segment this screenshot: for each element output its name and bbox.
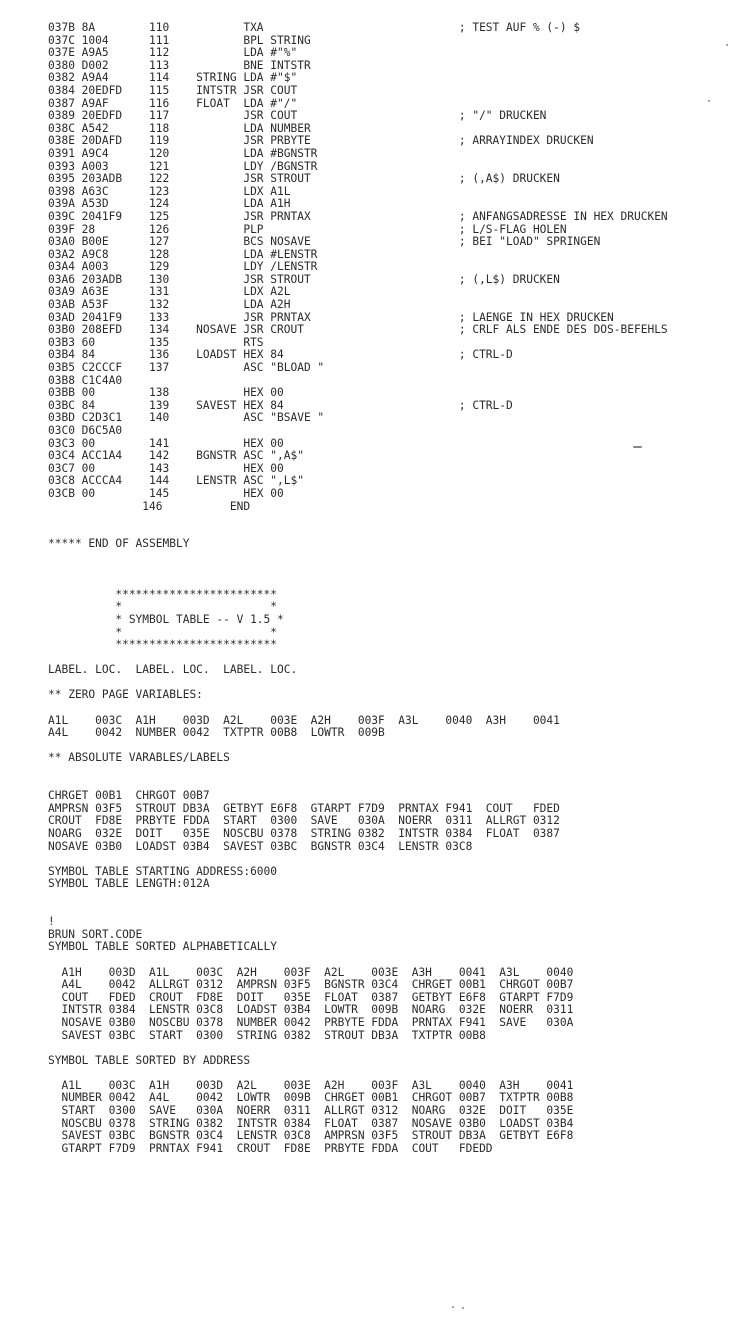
listing-line: A1L 003C A1H 003D A2L 003E A2H 003F A3L 0040 A3H 0041 bbox=[48, 1078, 574, 1092]
listing-line: 037B 8A 110 TXA ; TEST AUF % (-) $ bbox=[48, 21, 581, 34]
listing-line: 03A2 A9C8 128 LDA #LENSTR bbox=[48, 247, 318, 261]
listing-line: SYMBOL TABLE LENGTH:012A bbox=[48, 877, 210, 891]
paper-speck bbox=[726, 44, 728, 46]
listing-line bbox=[48, 904, 668, 917]
listing-line: BRUN SORT.CODE bbox=[48, 927, 143, 941]
listing-line: 038C A542 118 LDA NUMBER bbox=[48, 121, 311, 135]
listing-line bbox=[48, 853, 668, 866]
listing-line: 0382 A9A4 114 STRING LDA #"$" bbox=[48, 71, 298, 85]
listing-line bbox=[48, 513, 668, 526]
listing-line: 03A0 B00E 127 BCS NOSAVE ; BEI "LOAD" SPRINGEN bbox=[48, 235, 601, 249]
listing-line: * * bbox=[48, 600, 278, 614]
listing-line: 039C 2041F9 125 JSR PRNTAX ; ANFANGSADRESSE IN HEX DRUCKEN bbox=[48, 209, 668, 223]
paper-speck bbox=[708, 100, 710, 102]
listing-line: 03B0 208EFD 134 NOSAVE JSR CROUT ; CRLF ALS ENDE DES DOS-BEFEHLS bbox=[48, 323, 668, 337]
listing-line: 03A4 A003 129 LDY /LENSTR bbox=[48, 260, 318, 274]
listing-line: SYMBOL TABLE SORTED ALPHABETICALLY bbox=[48, 940, 278, 954]
listing-line: 03B4 84 136 LOADST HEX 84 ; CTRL-D bbox=[48, 348, 513, 362]
listing-line: NOSAVE 03B0 LOADST 03B4 SAVEST 03BC BGNSTR 03C4 LENSTR 03C8 bbox=[48, 839, 473, 853]
listing-line: ************************ bbox=[48, 587, 278, 601]
listing-line: 03BC 84 139 SAVEST HEX 84 ; CTRL-D bbox=[48, 398, 513, 412]
listing-line: ! bbox=[48, 915, 55, 929]
listing-line: LABEL. LOC. LABEL. LOC. LABEL. LOC. bbox=[48, 663, 298, 677]
listing-line: 037E A9A5 112 LDA #"%" bbox=[48, 46, 298, 60]
listing-line: * * bbox=[48, 625, 278, 639]
listing-line: 03BB 00 138 HEX 00 bbox=[48, 386, 284, 400]
listing-line: 03C8 ACCCA4 144 LENSTR ASC ",L$" bbox=[48, 474, 304, 488]
listing-line bbox=[48, 954, 668, 967]
listing-line: 0393 A003 121 LDY /BGNSTR bbox=[48, 159, 318, 173]
listing-line: 0389 20EDFD 117 JSR COUT ; "/" DRUCKEN bbox=[48, 109, 547, 123]
listing-line: NOSAVE 03B0 NOSCBU 0378 NUMBER 0042 PRBYTE FDDA PRNTAX F941 SAVE 030A bbox=[48, 1015, 574, 1029]
listing-line: 03AB A53F 132 LDA A2H bbox=[48, 298, 291, 312]
listing-line bbox=[48, 576, 668, 589]
listing-line: * SYMBOL TABLE -- V 1.5 * bbox=[48, 612, 284, 626]
listing-line: 0380 D002 113 BNE INTSTR bbox=[48, 58, 311, 72]
listing-line: NUMBER 0042 A4L 0042 LOWTR 009B CHRGET 00B1 CHRGOT 00B7 TXTPTR 00B8 bbox=[48, 1091, 574, 1105]
listing-line: 039F 28 126 PLP ; L/S-FLAG HOLEN bbox=[48, 222, 567, 236]
listing-line: 03C3 00 141 HEX 00 bbox=[48, 436, 284, 450]
listing-line: SAVEST 03BC BGNSTR 03C4 LENSTR 03C8 AMPRSN 03F5 STROUT DB3A GETBYT E6F8 bbox=[48, 1129, 574, 1143]
listing-line: 03B3 60 135 RTS bbox=[48, 335, 264, 349]
listing-line: START 0300 SAVE 030A NOERR 0311 ALLRGT 0312 NOARG 032E DOIT 035E bbox=[48, 1104, 574, 1118]
listing-line: 03C4 ACC1A4 142 BGNSTR ASC ",A$" bbox=[48, 449, 304, 463]
listing-line: A4L 0042 ALLRGT 0312 AMPRSN 03F5 BGNSTR 03C4 CHRGET 00B1 CHRGOT 00B7 bbox=[48, 978, 574, 992]
listing-line: 03C7 00 143 HEX 00 bbox=[48, 461, 284, 475]
listing-line: 03BD C2D3C1 140 ASC "BSAVE " bbox=[48, 411, 325, 425]
listing-line bbox=[48, 564, 668, 577]
listing-line: 03B5 C2CCCF 137 ASC "BLOAD " bbox=[48, 361, 325, 375]
listing-line bbox=[48, 1067, 668, 1080]
listing-line: SYMBOL TABLE STARTING ADDRESS:6000 bbox=[48, 864, 278, 878]
listing-line: SAVEST 03BC START 0300 STRING 0382 STROUT DB3A TXTPTR 00B8 bbox=[48, 1028, 486, 1042]
listing-line: 0387 A9AF 116 FLOAT LDA #"/" bbox=[48, 96, 298, 110]
listing-line: COUT FDED CROUT FD8E DOIT 035E FLOAT 0387 GETBYT E6F8 GTARPT F7D9 bbox=[48, 990, 574, 1004]
listing-line bbox=[48, 551, 668, 564]
listing-line: 03A6 203ADB 130 JSR STROUT ; (,L$) DRUCKEN bbox=[48, 272, 560, 286]
paper-speck bbox=[462, 1307, 464, 1309]
assembly-listing bbox=[48, 22, 668, 1155]
listing-line: 146 END bbox=[48, 499, 251, 513]
listing-line: 03A9 A63E 131 LDX A2L bbox=[48, 285, 291, 299]
listing-line bbox=[48, 1042, 668, 1055]
listing-line: 0398 A63C 123 LDX A1L bbox=[48, 184, 291, 198]
listing-line: ** ABSOLUTE VARABLES/LABELS bbox=[48, 751, 230, 765]
listing-line: 0384 20EDFD 115 INTSTR JSR COUT bbox=[48, 83, 298, 97]
listing-line: 03B8 C1C4A0 bbox=[48, 373, 123, 387]
listing-line: NOSCBU 0378 STRING 0382 INTSTR 0384 FLOAT 0387 NOSAVE 03B0 LOADST 03B4 bbox=[48, 1116, 574, 1130]
listing-line: 03CB 00 145 HEX 00 bbox=[48, 486, 284, 500]
listing-line: 037C 1004 111 BPL STRING bbox=[48, 33, 311, 47]
listing-line: ** ZERO PAGE VARIABLES: bbox=[48, 688, 203, 702]
listing-line bbox=[48, 891, 668, 904]
listing-line: CROUT FD8E PRBYTE FDDA START 0300 SAVE 030A NOERR 0311 ALLRGT 0312 bbox=[48, 814, 560, 828]
listing-line: ************************ bbox=[48, 638, 278, 652]
listing-line bbox=[48, 765, 668, 778]
listing-line: 03AD 2041F9 133 JSR PRNTAX ; LAENGE IN HEX DRUCKEN bbox=[48, 310, 614, 324]
listing-line: SYMBOL TABLE SORTED BY ADDRESS bbox=[48, 1053, 251, 1067]
listing-line: A4L 0042 NUMBER 0042 TXTPTR 00B8 LOWTR 009B bbox=[48, 726, 385, 740]
listing-line: AMPRSN 03F5 STROUT DB3A GETBYT E6F8 GTARPT F7D9 PRNTAX F941 COUT FDED bbox=[48, 801, 560, 815]
listing-line: 038E 20DAFD 119 JSR PRBYTE ; ARRAYINDEX DRUCKEN bbox=[48, 134, 594, 148]
listing-line: 03C0 D6C5A0 bbox=[48, 424, 123, 437]
listing-line: 0395 203ADB 122 JSR STROUT ; (,A$) DRUCKEN bbox=[48, 172, 560, 186]
listing-line: ***** END OF ASSEMBLY bbox=[48, 537, 190, 551]
listing-line: NOARG 032E DOIT 035E NOSCBU 0378 STRING 0382 INTSTR 0384 FLOAT 0387 bbox=[48, 827, 560, 840]
paper-speck bbox=[633, 446, 642, 448]
listing-line: 039A A53D 124 LDA A1H bbox=[48, 197, 291, 211]
paper-speck bbox=[452, 1306, 454, 1308]
listing-line: INTSTR 0384 LENSTR 03C8 LOADST 03B4 LOWTR 009B NOARG 032E NOERR 0311 bbox=[48, 1003, 574, 1017]
listing-line: A1L 003C A1H 003D A2L 003E A2H 003F A3L 0040 A3H 0041 bbox=[48, 713, 560, 727]
listing-line: 0391 A9C4 120 LDA #BGNSTR bbox=[48, 146, 318, 160]
listing-line: GTARPT F7D9 PRNTAX F941 CROUT FD8E PRBYTE FDDA COUT FDEDD bbox=[48, 1141, 493, 1155]
listing-line bbox=[48, 702, 668, 715]
listing-line: CHRGET 00B1 CHRGOT 00B7 bbox=[48, 789, 210, 803]
listing-line: A1H 003D A1L 003C A2H 003F A2L 003E A3H 0041 A3L 0040 bbox=[48, 965, 574, 979]
